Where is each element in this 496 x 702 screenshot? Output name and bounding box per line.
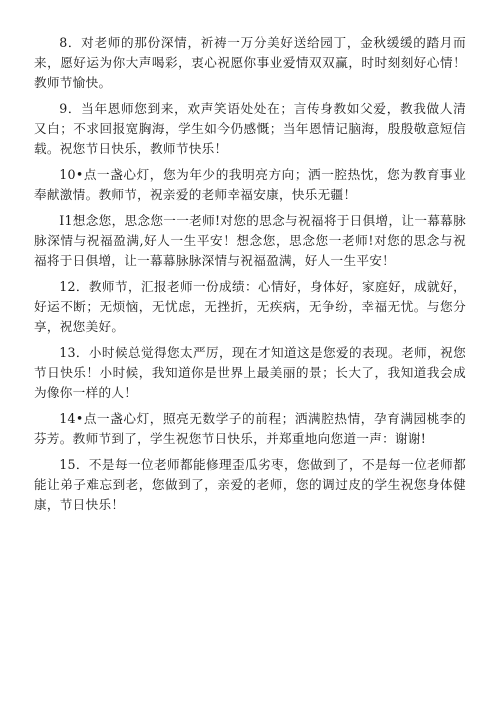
paragraph-14: 14•点一盏心灯，照亮无数学子的前程；洒满腔热情，孕育满园桃李的芬芳。教师节到了，学生祝您节日快乐，并郑重地向您道一声：谢谢! [34,411,466,446]
document-body [34,33,466,521]
paragraph-11: I1想念您，思念您一一老师!对您的思念与祝福将于日俱增，让一幕幕脉脉深情与祝福盈满,好人一生平安！想念您，思念您一老师!对您的思念与祝福将于日俱增，让一幕幕脉脉深情与祝福盈满，好人一生平安！ [34,213,466,268]
paragraph-12: 12．教师节，汇报老师一份成绩：心情好，身体好，家庭好，成就好，好运不断；无烦恼，无忧虑，无挫折，无疾病，无争纷，幸福无忧。与您分享，祝您美好。 [34,279,466,334]
paragraph-10: 10•点一盏心灯，您为年少的我明亮方向；洒一腔热忱，您为教育事业奉献激情。教师节，祝亲爱的老师幸福安康，快乐无疆！ [34,167,466,202]
paragraph-9: 9．当年恩师您到来，欢声笑语处处在；言传身教如父爱，教我做人清又白；不求回报宽胸海，学生如今仍感慨；当年恩情记脑海，殷殷敬意短信载。祝您节日快乐，教师节快乐！ [34,101,466,156]
paragraph-8: 8．对老师的那份深情，祈祷一万分美好送给园丁，金秋缓缓的踏月而来，愿好运为你大声喝彩，衷心祝愿你事业爱情双双赢，时时刻刻好心情！教师节愉快。 [34,35,466,90]
paragraph-15: 15．不是每一位老师都能修理歪瓜劣枣，您做到了，不是每一位老师都能让弟子难忘到老，您做到了，亲爱的老师，您的调过皮的学生祝您身体健康，节日快乐！ [34,457,466,512]
paragraph-13: 13．小时候总觉得您太严厉，现在才知道这是您爱的表现。老师，祝您节日快乐！小时候，我知道你是世界上最美丽的景；长大了，我知道我会成为像你一样的人！ [34,345,466,400]
